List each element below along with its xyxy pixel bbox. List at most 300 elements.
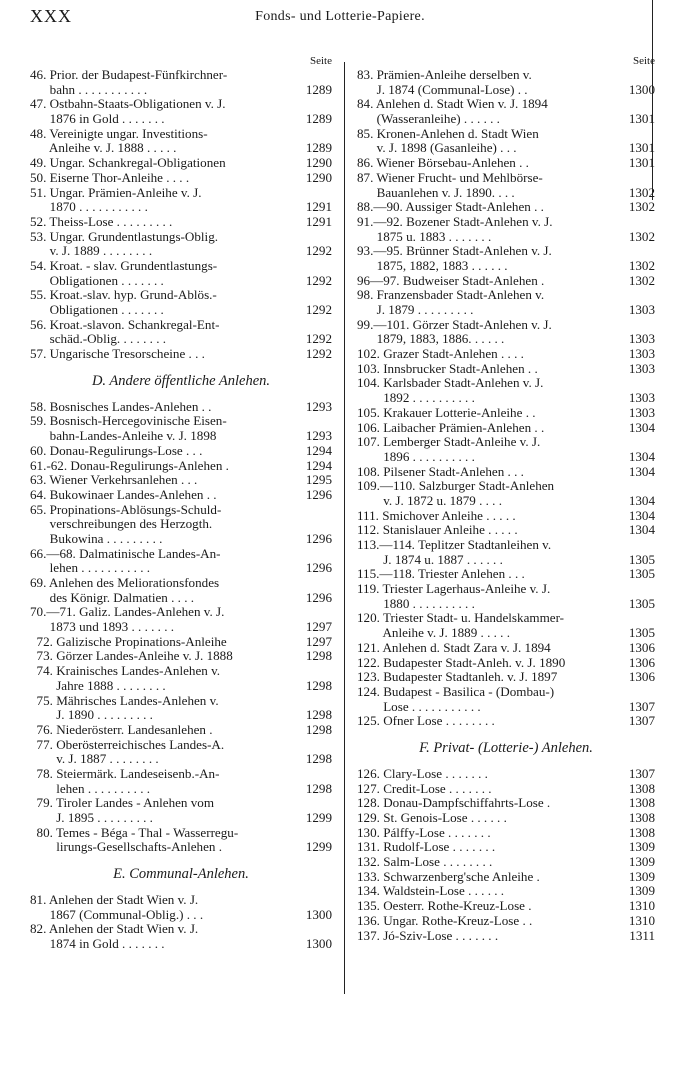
entry-text: v. J. 1887 . . . . . . . .	[30, 751, 159, 767]
page-ref: 1304	[628, 507, 655, 523]
entry-text: 1875 u. 1883 . . . . . . .	[357, 228, 492, 244]
entry-text: Obligationen . . . . . . .	[30, 272, 164, 288]
page-ref: 1303	[628, 302, 655, 317]
entry-text: 66.—68. Dalmatinische Landes-An-	[30, 545, 221, 561]
index-entry-line	[357, 97, 655, 112]
entry-text: 103. Innsbrucker Stadt-Anlehen . .	[357, 360, 538, 376]
index-entry-line	[357, 870, 655, 885]
entry-text: 60. Donau-Regulirungs-Lose . . .	[30, 442, 203, 458]
entry-text: 1879, 1883, 1886. . . . . .	[357, 331, 505, 347]
index-entry-line	[30, 561, 332, 576]
entry-text: 125. Ofner Lose . . . . . . . .	[357, 713, 495, 729]
index-entry-line	[30, 156, 332, 171]
index-entry-line	[30, 503, 332, 518]
right-column	[357, 54, 655, 943]
index-entry-line	[30, 230, 332, 245]
page-ref: 1292	[305, 272, 332, 288]
page-ref: 1303	[628, 360, 655, 376]
left-column	[30, 54, 332, 952]
index-entry-line	[357, 538, 655, 553]
entry-text: 49. Ungar. Schankregal-Obligationen	[30, 155, 226, 171]
index-entry-line	[357, 553, 655, 568]
index-entry-line	[30, 288, 332, 303]
entry-text: 108. Pilsener Stadt-Anlehen . . .	[357, 463, 524, 479]
index-entry-line	[357, 700, 655, 715]
page-ref: 1302	[628, 199, 655, 215]
page-ref: 1302	[628, 257, 655, 273]
index-entry-line	[30, 473, 332, 488]
index-entry-line	[30, 908, 332, 923]
page-ref: 1292	[305, 346, 332, 362]
entry-text: 47. Ostbahn-Staats-Obligationen v. J.	[30, 96, 226, 112]
index-entry-line	[357, 914, 655, 929]
entry-text: 50. Eiserne Thor-Anleihe . . . .	[30, 169, 190, 185]
index-entry-line	[30, 414, 332, 429]
entry-text: 56. Kroat.-slavon. Schankregal-Ent-	[30, 316, 220, 332]
page-header	[30, 6, 650, 28]
entry-text: 87. Wiener Frucht- und Mehlbörse-	[357, 169, 543, 185]
index-entry-line	[357, 141, 655, 156]
page-ref: 1304	[628, 448, 655, 464]
page-ref: 1305	[628, 625, 655, 641]
entry-text: 46. Prior. der Budapest-Fünfkirchner-	[30, 67, 228, 82]
index-entry-line	[30, 605, 332, 620]
entry-text: 135. Oesterr. Rothe-Kreuz-Lose .	[357, 898, 532, 914]
page-ref: 1299	[305, 810, 332, 825]
page-ref: 1291	[305, 213, 332, 229]
section-heading: E. Communal-Anlehen.	[113, 866, 249, 883]
entry-text: v. J. 1889 . . . . . . . .	[30, 243, 153, 259]
page-ref: 1304	[628, 463, 655, 479]
page-ref: 1297	[305, 619, 332, 635]
index-entry-line	[357, 899, 655, 914]
index-entry-line	[357, 156, 655, 171]
index-entry-line	[357, 509, 655, 524]
page-ref: 1298	[305, 648, 332, 664]
entry-text: 75. Mährisches Landes-Anlehen v.	[30, 692, 219, 708]
entry-text: 133. Schwarzenberg'sche Anleihe .	[357, 868, 540, 884]
entry-text: 85. Kronen-Anlehen d. Stadt Wien	[357, 125, 539, 141]
index-entry-line	[30, 303, 332, 318]
entry-text: 111. Smichover Anleihe . . . . .	[357, 507, 516, 523]
entry-text: 124. Budapest - Basilica - (Dombau-)	[357, 683, 555, 699]
entry-text: 115.—118. Triester Anlehen . . .	[357, 566, 525, 582]
entry-text: bahn-Landes-Anleihe v. J. 1898	[30, 428, 217, 444]
entry-text: 122. Budapester Stadt-Anleh. v. J. 1890	[357, 654, 566, 670]
page-ref: 1295	[305, 472, 332, 488]
entry-text: 128. Donau-Dampfschiffahrts-Lose .	[357, 795, 551, 811]
index-entry-line	[30, 591, 332, 606]
entry-text: 64. Bukowinaer Landes-Anlehen . .	[30, 486, 217, 502]
entry-text: 61.-62. Donau-Regulirungs-Anlehen .	[30, 457, 229, 473]
section-heading: F. Privat- (Lotterie-) Anlehen.	[419, 739, 593, 756]
index-entry-line	[30, 68, 332, 83]
entry-text: 54. Kroat. - slav. Grundentlastungs-	[30, 257, 218, 273]
page-ref: 1289	[305, 140, 332, 156]
entry-text: 121. Anlehen d. Stadt Zara v. J. 1894	[357, 639, 551, 655]
entry-text: 77. Oberösterreichisches Landes-A.	[30, 736, 225, 752]
page-ref: 1302	[628, 272, 655, 288]
index-entry-line	[30, 782, 332, 797]
page-ref: 1304	[628, 419, 655, 435]
index-entry-line	[30, 635, 332, 650]
page-number: XXX	[30, 6, 72, 26]
page-ref: 1308	[628, 824, 655, 840]
page-ref: 1307	[628, 698, 655, 714]
index-entry-line	[357, 494, 655, 509]
entry-text: v. J. 1898 (Gasanleihe) . . .	[357, 140, 517, 156]
entry-text: 112. Stanislauer Anleihe . . . . .	[357, 522, 518, 538]
seite-label: Seite	[633, 55, 655, 67]
index-entry-line	[30, 444, 332, 459]
index-entry-line	[357, 288, 655, 303]
index-entry-line	[30, 679, 332, 694]
page-ref: 1310	[628, 912, 655, 928]
entry-text: 98. Franzensbader Stadt-Anlehen v.	[357, 287, 545, 303]
index-entry-line	[357, 685, 655, 700]
index-entry-line	[30, 259, 332, 274]
page-ref: 1305	[628, 595, 655, 611]
page-ref: 1303	[628, 346, 655, 362]
entry-text: 1867 (Communal-Oblig.) . . .	[30, 906, 204, 922]
page-ref: 1296	[305, 560, 332, 576]
page-ref: 1299	[305, 839, 332, 855]
page-ref: 1300	[305, 936, 332, 952]
entry-text: 120. Triester Stadt- u. Handelskammer-	[357, 610, 565, 626]
entry-text: 72. Galizische Propinations-Anleihe	[30, 633, 227, 649]
index-entry-line	[357, 127, 655, 142]
index-entry-line	[357, 406, 655, 421]
page-ref: 1304	[628, 522, 655, 538]
index-entry-line	[357, 523, 655, 538]
page-ref: 1305	[628, 551, 655, 567]
page-ref: 1308	[628, 795, 655, 811]
entry-text: 102. Grazer Stadt-Anlehen . . . .	[357, 346, 524, 362]
index-entry-line	[30, 893, 332, 908]
index-entry-line	[357, 782, 655, 797]
entry-text: 84. Anlehen d. Stadt Wien v. J. 1894	[357, 96, 548, 112]
index-entry-line	[357, 186, 655, 201]
page-ref: 1304	[628, 492, 655, 508]
entry-text: 81. Anlehen der Stadt Wien v. J.	[30, 892, 199, 908]
entry-text: 70.—71. Galiz. Landes-Anlehen v. J.	[30, 604, 225, 620]
index-entry-line	[30, 244, 332, 259]
page-ref: 1298	[305, 751, 332, 767]
entry-text: Anleihe v. J. 1888 . . . . .	[30, 140, 177, 156]
entry-text: v. J. 1872 u. 1879 . . . .	[357, 492, 503, 508]
index-entry-line	[30, 112, 332, 127]
index-entry-line	[30, 186, 332, 201]
index-entry-line	[30, 796, 332, 811]
entry-text: 113.—114. Teplitzer Stadtanleihen v.	[357, 537, 552, 552]
index-entry-line	[30, 83, 332, 98]
index-entry-line	[357, 347, 655, 362]
page-ref: 1301	[628, 111, 655, 127]
index-entry-line	[30, 532, 332, 547]
index-entry-line	[30, 620, 332, 635]
entry-text: 65. Propinations-Ablösungs-Schuld-	[30, 501, 222, 517]
entry-text: 82. Anlehen der Stadt Wien v. J.	[30, 921, 199, 937]
entry-text: J. 1890 . . . . . . . . .	[30, 707, 153, 723]
entry-text: lehen . . . . . . . . . . .	[30, 560, 151, 576]
page-ref: 1300	[305, 906, 332, 922]
page-ref: 1307	[628, 713, 655, 729]
page-ref: 1296	[305, 589, 332, 605]
index-entry-line	[357, 929, 655, 944]
index-entry-line	[30, 400, 332, 415]
entry-text: 79. Tiroler Landes - Anlehen vom	[30, 795, 215, 811]
index-entry-line	[357, 362, 655, 377]
index-entry-line	[357, 611, 655, 626]
entry-text: 48. Vereinigte ungar. Investitions-	[30, 125, 208, 141]
entry-text: lirungs-Gesellschafts-Anlehen .	[30, 839, 222, 855]
section-heading: D. Andere öffentliche Anlehen.	[91, 372, 271, 389]
index-entry-line	[30, 459, 332, 474]
index-entry-line	[357, 670, 655, 685]
index-entry-line	[357, 376, 655, 391]
entry-text: 93.—95. Brünner Stadt-Anlehen v. J.	[357, 243, 552, 259]
index-entry-line	[357, 582, 655, 597]
page-ref: 1293	[305, 428, 332, 444]
index-entry-line	[30, 215, 332, 230]
entry-text: (Wasseranleihe) . . . . . .	[357, 111, 500, 127]
page-ref: 1298	[305, 780, 332, 796]
page-ref: 1302	[628, 184, 655, 200]
entry-text: 104. Karlsbader Stadt-Anlehen v. J.	[357, 375, 544, 391]
page-ref: 1298	[305, 721, 332, 737]
entry-text: 1892 . . . . . . . . . .	[357, 390, 475, 406]
entry-text: verschreibungen des Herzogth.	[30, 516, 213, 532]
index-entry-line	[30, 752, 332, 767]
index-entry-line	[30, 488, 332, 503]
index-entry-line	[357, 230, 655, 245]
index-entry-line	[357, 259, 655, 274]
page-ref: 1294	[305, 442, 332, 458]
entry-text: 1880 . . . . . . . . . .	[357, 595, 475, 611]
entry-text: 55. Kroat.-slav. hyp. Grund-Ablös.-	[30, 287, 217, 303]
entry-text: 53. Ungar. Grundentlastungs-Oblig.	[30, 228, 219, 244]
index-entry-line	[357, 767, 655, 782]
seite-label: Seite	[310, 55, 332, 67]
index-entry-line	[30, 547, 332, 562]
entry-text: lehen . . . . . . . . . .	[30, 780, 151, 796]
entry-text: 136. Ungar. Rothe-Kreuz-Lose . .	[357, 912, 533, 928]
entry-text: 1873 und 1893 . . . . . . .	[30, 619, 175, 635]
entry-text: 88.—90. Aussiger Stadt-Anlehen . .	[357, 199, 544, 215]
index-entry-line	[30, 576, 332, 591]
entry-text: 58. Bosnisches Landes-Anlehen . .	[30, 398, 212, 414]
entry-text: 131. Rudolf-Lose . . . . . . .	[357, 839, 496, 855]
entry-text: 126. Clary-Lose . . . . . . .	[357, 765, 488, 781]
entry-text: schäd.-Oblig. . . . . . . .	[30, 331, 167, 347]
entry-text: 106. Laibacher Prämien-Anlehen . .	[357, 419, 545, 435]
index-entry-line	[357, 855, 655, 870]
page-ref: 1310	[628, 898, 655, 914]
index-entry-line	[30, 922, 332, 937]
entry-text: 119. Triester Lagerhaus-Anleihe v. J.	[357, 581, 551, 597]
index-entry-line	[30, 826, 332, 841]
page-ref: 1308	[628, 810, 655, 825]
index-entry-line	[357, 597, 655, 612]
index-entry-line	[357, 303, 655, 318]
page-ref: 1290	[305, 155, 332, 171]
entry-text: 99.—101. Görzer Stadt-Anlehen v. J.	[357, 316, 552, 332]
entry-text: 74. Krainisches Landes-Anlehen v.	[30, 663, 221, 679]
index-entry-line	[30, 429, 332, 444]
entry-text: Anleihe v. J. 1889 . . . . .	[357, 625, 510, 641]
index-entry-line	[357, 641, 655, 656]
index-entry-line	[357, 826, 655, 841]
entry-text: 1876 in Gold . . . . . . .	[30, 111, 165, 127]
page-ref: 1303	[628, 390, 655, 406]
index-entry-line	[30, 811, 332, 826]
index-entry-line	[30, 723, 332, 738]
entry-text: 109.—110. Salzburger Stadt-Anlehen	[357, 478, 555, 494]
entry-text: 91.—92. Bozener Stadt-Anlehen v. J.	[357, 213, 553, 229]
index-entry-line	[30, 708, 332, 723]
entry-text: 86. Wiener Börsebau-Anlehen . .	[357, 155, 529, 171]
index-entry-line	[30, 274, 332, 289]
index-entry-line	[357, 465, 655, 480]
entry-text: 96—97. Budweiser Stadt-Anlehen .	[357, 272, 545, 288]
index-entry-line	[30, 840, 332, 855]
index-entry-line	[357, 112, 655, 127]
index-entry-line	[357, 811, 655, 826]
entry-text: 107. Lemberger Stadt-Anleihe v. J.	[357, 434, 541, 450]
index-entry-line	[30, 767, 332, 782]
entry-text: 52. Theiss-Lose . . . . . . . . .	[30, 213, 173, 229]
page-ref: 1297	[305, 633, 332, 649]
index-entry-line	[357, 332, 655, 347]
page-ref: 1292	[305, 302, 332, 317]
entry-text: 80. Temes - Béga - Thal - Wasserregu-	[30, 824, 239, 840]
entry-text: 134. Waldstein-Lose . . . . . .	[357, 883, 505, 899]
entry-text: 83. Prämien-Anleihe derselben v.	[357, 67, 532, 82]
index-entry-line	[30, 664, 332, 679]
entry-text: 123. Budapester Stadtanleh. v. J. 1897	[357, 669, 558, 685]
page-ref: 1309	[628, 868, 655, 884]
index-entry-line	[357, 626, 655, 641]
entry-text: 1896 . . . . . . . . . .	[357, 448, 475, 464]
entry-text: bahn . . . . . . . . . . .	[30, 81, 148, 97]
entry-text: 78. Steiermärk. Landeseisenb.-An-	[30, 765, 220, 781]
page-ref: 1292	[305, 243, 332, 259]
entry-text: J. 1874 u. 1887 . . . . . .	[357, 551, 503, 567]
index-entry-line	[30, 937, 332, 952]
page-ref: 1296	[305, 530, 332, 546]
page-ref: 1303	[628, 404, 655, 420]
entry-text: 76. Niederösterr. Landesanlehen .	[30, 721, 213, 737]
entry-text: 57. Ungarische Tresorscheine . . .	[30, 346, 205, 362]
page-ref: 1292	[305, 331, 332, 347]
index-entry-line	[30, 200, 332, 215]
page-ref: 1293	[305, 398, 332, 414]
entry-text: Bauanlehen v. J. 1890. . . .	[357, 184, 515, 200]
index-entry-line	[357, 244, 655, 259]
entry-text: 69. Anlehen des Meliorationsfondes	[30, 575, 220, 590]
page-ref: 1309	[628, 839, 655, 855]
index-entry-line	[30, 171, 332, 186]
index-entry-line	[357, 450, 655, 465]
index-entry-line	[357, 479, 655, 494]
page-ref: 1301	[628, 155, 655, 171]
page-ref: 1296	[305, 486, 332, 502]
index-entry-line	[30, 738, 332, 753]
page-ref: 1294	[305, 457, 332, 473]
entry-text: Bukowina . . . . . . . . .	[30, 530, 163, 546]
index-entry-line	[357, 796, 655, 811]
index-entry-line	[30, 318, 332, 333]
index-entry-line	[30, 649, 332, 664]
page-ref: 1311	[629, 927, 655, 943]
index-entry-line	[357, 171, 655, 186]
page-ref: 1309	[628, 883, 655, 899]
page-ref: 1308	[628, 780, 655, 796]
page-title: Fonds- und Lotterie-Papiere.	[255, 9, 425, 24]
index-entry-line	[357, 714, 655, 729]
page-ref: 1305	[628, 566, 655, 582]
entry-text: des Königr. Dalmatien . . . .	[30, 589, 195, 605]
page-ref: 1291	[305, 199, 332, 215]
index-entry-line	[357, 200, 655, 215]
entry-text: 127. Credit-Lose . . . . . . .	[357, 780, 492, 796]
index-entry-line	[357, 318, 655, 333]
index-entry-line	[357, 884, 655, 899]
page-ref: 1298	[305, 677, 332, 693]
page-ref: 1289	[305, 81, 332, 97]
index-entry-line	[30, 141, 332, 156]
entry-text: Lose . . . . . . . . . . .	[357, 698, 481, 714]
page-ref: 1307	[628, 765, 655, 781]
index-entry-line	[357, 274, 655, 289]
entry-text: 132. Salm-Lose . . . . . . . .	[357, 854, 493, 870]
page-ref: 1301	[628, 140, 655, 156]
entry-text: 105. Krakauer Lotterie-Anleihe . .	[357, 404, 536, 420]
entry-text: 129. St. Genois-Lose . . . . . .	[357, 810, 507, 825]
entry-text: 51. Ungar. Prämien-Anleihe v. J.	[30, 184, 202, 200]
page-ref: 1290	[305, 169, 332, 185]
entry-text: J. 1874 (Communal-Lose) . .	[357, 81, 528, 97]
index-entry-line	[30, 694, 332, 709]
entry-text: 130. Pálffy-Lose . . . . . . .	[357, 824, 491, 840]
entry-text: 63. Wiener Verkehrsanlehen . . .	[30, 472, 198, 488]
index-entry-line	[30, 97, 332, 112]
entry-text: 137. Jó-Sziv-Lose . . . . . . .	[357, 927, 499, 943]
entry-text: J. 1879 . . . . . . . . .	[357, 302, 474, 317]
index-entry-line	[357, 567, 655, 582]
entry-text: 73. Görzer Landes-Anleihe v. J. 1888	[30, 648, 233, 664]
page-ref: 1309	[628, 854, 655, 870]
index-entry-line	[30, 127, 332, 142]
index-entry-line	[30, 332, 332, 347]
page-ref: 1298	[305, 707, 332, 723]
index-entry-line	[357, 435, 655, 450]
entry-text: 1875, 1882, 1883 . . . . . .	[357, 257, 508, 273]
index-entry-line	[30, 517, 332, 532]
page-ref: 1306	[628, 654, 655, 670]
page-ref: 1300	[628, 81, 655, 97]
entry-text: 59. Bosnisch-Hercegovinische Eisen-	[30, 413, 227, 429]
page-ref: 1302	[628, 228, 655, 244]
entry-text: Jahre 1888 . . . . . . . .	[30, 677, 166, 693]
page-ref: 1303	[628, 331, 655, 347]
entry-text: J. 1895 . . . . . . . . .	[30, 810, 153, 825]
entry-text: Obligationen . . . . . . .	[30, 302, 164, 317]
index-entry-line	[30, 347, 332, 362]
index-entry-line	[357, 421, 655, 436]
column-divider	[344, 62, 345, 994]
entry-text: 1870 . . . . . . . . . . .	[30, 199, 148, 215]
